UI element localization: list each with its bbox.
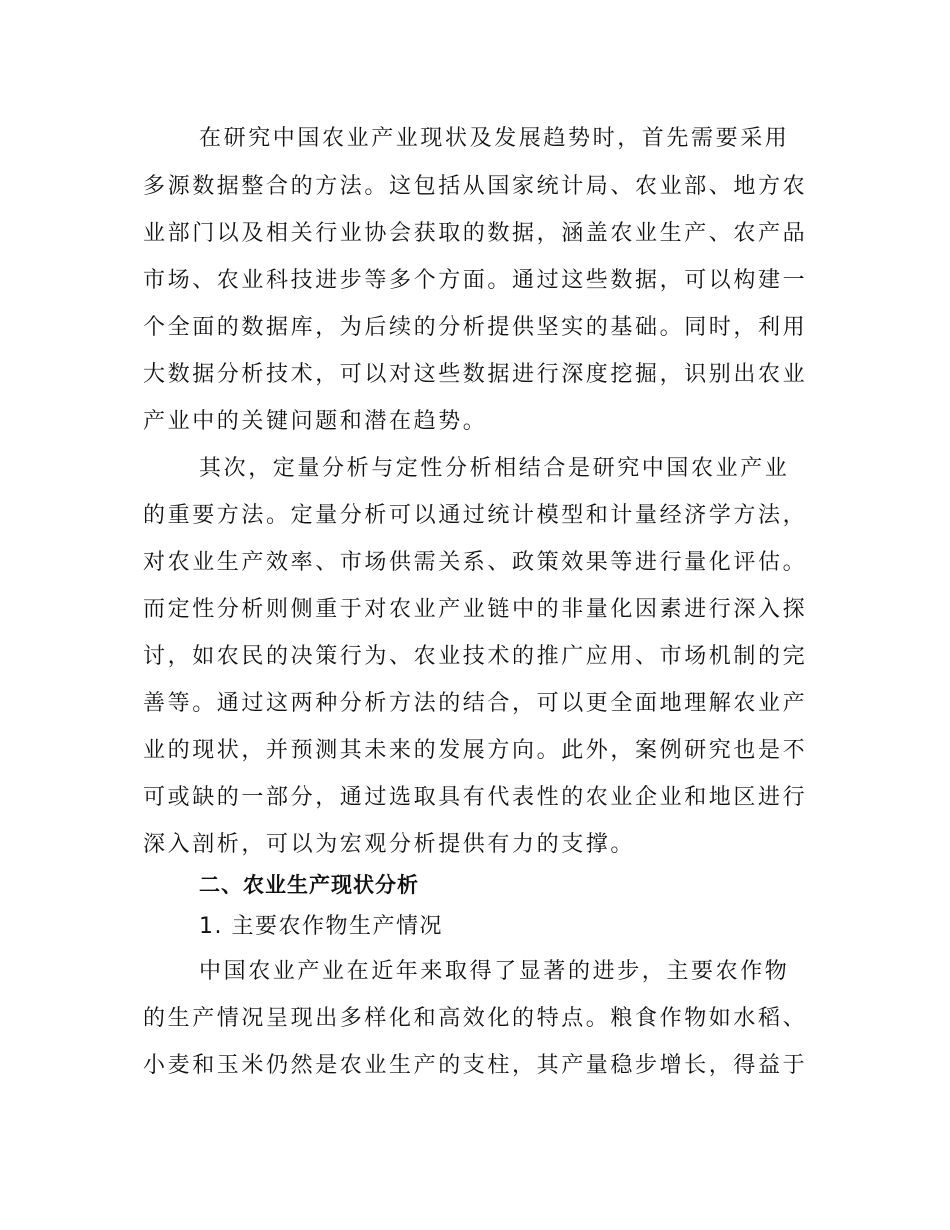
paragraph-2-line-8: 可或缺的一部分，通过选取具有代表性的农业企业和地区进行 — [143, 785, 808, 810]
paragraph-1-line-5: 个全面的数据库，为后续的分析提供坚实的基础。同时，利用 — [143, 315, 808, 340]
section-heading: 二、农业生产现状分析 — [199, 873, 419, 897]
paragraph-1-line-6: 大数据分析技术，可以对这些数据进行深度挖掘，识别出农业 — [143, 362, 808, 387]
paragraph-1-line-7: 产业中的关键问题和潜在趋势。 — [143, 409, 488, 434]
paragraph-2-line-7: 业的现状，并预测其未来的发展方向。此外，案例研究也是不 — [143, 738, 808, 763]
paragraph-1-line-1: 在研究中国农业产业现状及发展趋势时，首先需要采用 — [199, 126, 790, 151]
paragraph-2-line-4: 而定性分析则侧重于对农业产业链中的非量化因素进行深入探 — [143, 597, 808, 622]
paragraph-2-line-9: 深入剖析，可以为宏观分析提供有力的支撑。 — [143, 832, 636, 857]
subsection-heading: 1. 主要农作物生产情况 — [199, 914, 443, 939]
paragraph-3-line-2: 的生产情况呈现出多样化和高效化的特点。粮食作物如水稻、 — [143, 1006, 808, 1031]
paragraph-1-line-4: 市场、农业科技进步等多个方面。通过这些数据，可以构建一 — [143, 268, 808, 293]
paragraph-2-line-5: 讨，如农民的决策行为、农业技术的推广应用、市场机制的完 — [143, 644, 808, 669]
paragraph-2-line-3: 对农业生产效率、市场供需关系、政策效果等进行量化评估。 — [143, 550, 808, 575]
paragraph-3-line-1: 中国农业产业在近年来取得了显著的进步，主要农作物 — [199, 959, 790, 984]
paragraph-2-line-6: 善等。通过这两种分析方法的结合，可以更全面地理解农业产 — [143, 691, 808, 716]
paragraph-1-line-2: 多源数据整合的方法。这包括从国家统计局、农业部、地方农 — [143, 174, 808, 199]
paragraph-2-line-2: 的重要方法。定量分析可以通过统计模型和计量经济学方法， — [143, 503, 808, 528]
paragraph-1-line-3: 业部门以及相关行业协会获取的数据，涵盖农业生产、农产品 — [143, 221, 808, 246]
paragraph-2-line-1: 其次，定量分析与定性分析相结合是研究中国农业产业 — [199, 456, 790, 481]
paragraph-3-line-3: 小麦和玉米仍然是农业生产的支柱，其产量稳步增长，得益于 — [143, 1053, 808, 1078]
